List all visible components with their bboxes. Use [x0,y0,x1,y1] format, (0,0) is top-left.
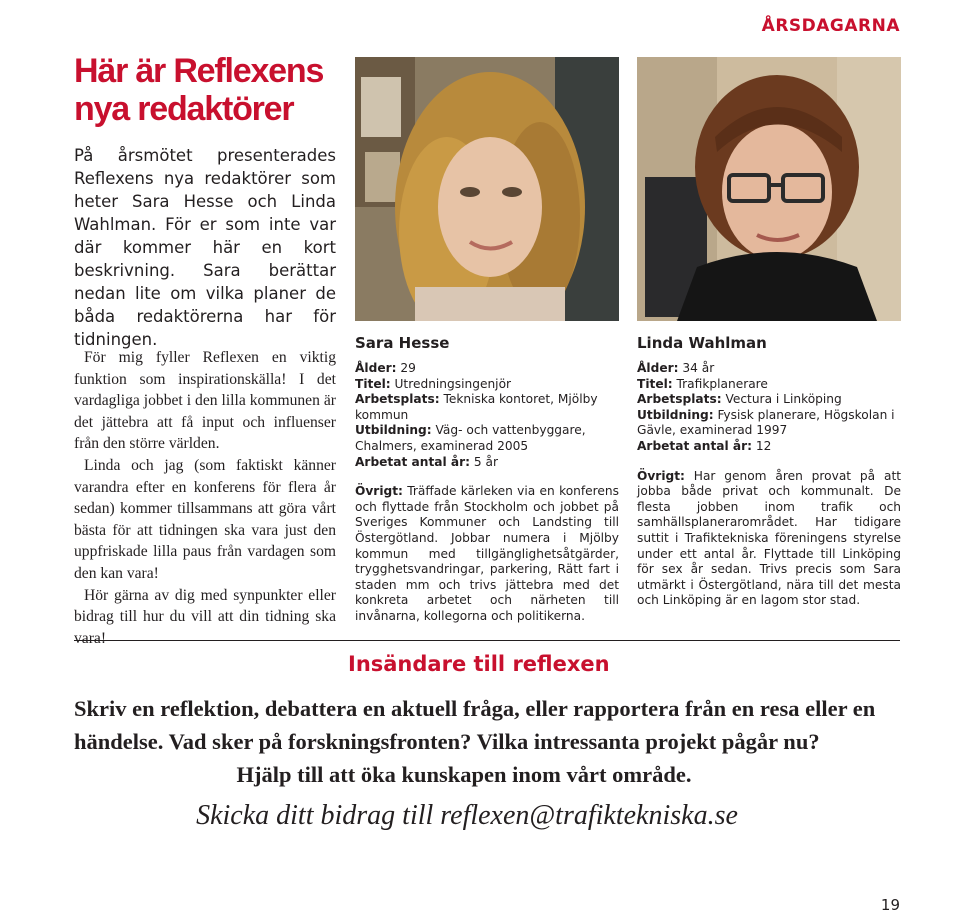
callout-body [74,692,900,791]
section-label: ÅRSDAGARNA [761,16,900,36]
profile-other: Övrigt: Träffade kärleken via en konferens och flyttade från Stockholm och jobbet på Sveriges Kommuner och Landsting till Östergötland. Jobbar numera i Mjölby kommun med tillgänglighetsåtgärder, trygghetsvandringar, parkering, Rätt fart i staden mm och trivs jättebra med det konkreta arbetet och närheten till invånarna, kollegorna och politikerna. [355,484,620,623]
profile-title: Titel: Utredningsingenjör [355,376,512,391]
article-intro: På årsmötet presenterades Reflexens nya redaktörer som heter Sara Hesse och Linda Wahlman. För er som inte var där kommer här en kort beskrivning. Sara berättar nedan lite om vilka planer de båda redaktörerna har för tidningen. [74,146,336,349]
profile-education: Utbildning: Väg- och vattenbyggare, Chalmers, examinerad 2005 [355,423,586,453]
profile-workplace: Arbetsplats: Vectura i Linköping [637,392,842,407]
quote-paragraph: Hör gärna av dig med synpunkter eller bidrag till hur du vill att din tidning ska vara! [74,586,336,647]
section-divider [74,640,900,641]
profile-title: Titel: Trafikplanerare [637,376,768,391]
callout-cta: Skicka ditt bidrag till reflexen@trafiktekniska.se [196,800,738,831]
profile-other: Övrigt: Har genom åren provat på att jobba både privat och kommunalt. De flesta jobben inom trafik och samhällsplanerarområdet. Har tidigare suttit i Trafiktekniska föreningens styrelse under ett antal år. Flyttade till Linköping för sex år sedan. Trivs precis som Sara utmärkt i Östergötland, nära till det mesta och Linköping är en lagom stor stad. [637,468,901,608]
callout-body-line: Skriv en reflektion, debattera en aktuell fråga, eller rapportera från en resa eller en händelse. Vad sker på forskningsfronten? Vilka intressanta projekt pågår nu? [74,696,876,754]
quote-paragraph: Linda och jag (som faktiskt känner varandra efter en konferens för flera år sedan) kommer tillsammans att göra vårt bästa för att tidningen ska vara just den uppfriskade lilla paus från vardagen som den kan vara! [74,456,336,582]
page-number: 19 [880,896,900,914]
quote-paragraph: För mig fyller Reflexen en viktig funktion som inspirationskälla! I det vardagliga jobbet i den lilla kommunen är det jättebra att få input och influenser från den större världen. [74,349,336,453]
profile-photo-sara [355,57,619,321]
profile-name: Sara Hesse [355,334,450,352]
article-quote [74,347,336,649]
profile-sara [355,333,619,625]
profile-years: Arbetat antal år: 12 [637,438,772,453]
profile-linda [637,333,901,609]
profile-name: Linda Wahlman [637,334,767,352]
article-title: Här är Reflexens nya redaktörer [74,52,324,128]
profile-education: Utbildning: Fysisk planerare, Högskolan i Gävle, examinerad 1997 [637,407,895,438]
profile-age: Ålder: 29 [355,361,416,375]
profile-workplace: Arbetsplats: Tekniska kontoret, Mjölby kommun [355,392,598,422]
profile-years: Arbetat antal år: 5 år [355,454,499,469]
profile-age: Ålder: 34 år [637,361,715,375]
callout-title: Insändare till reflexen [348,652,610,676]
profile-photo-linda [637,57,901,321]
callout-body-line: Hjälp till att öka kunskapen inom vårt område. [236,762,692,787]
